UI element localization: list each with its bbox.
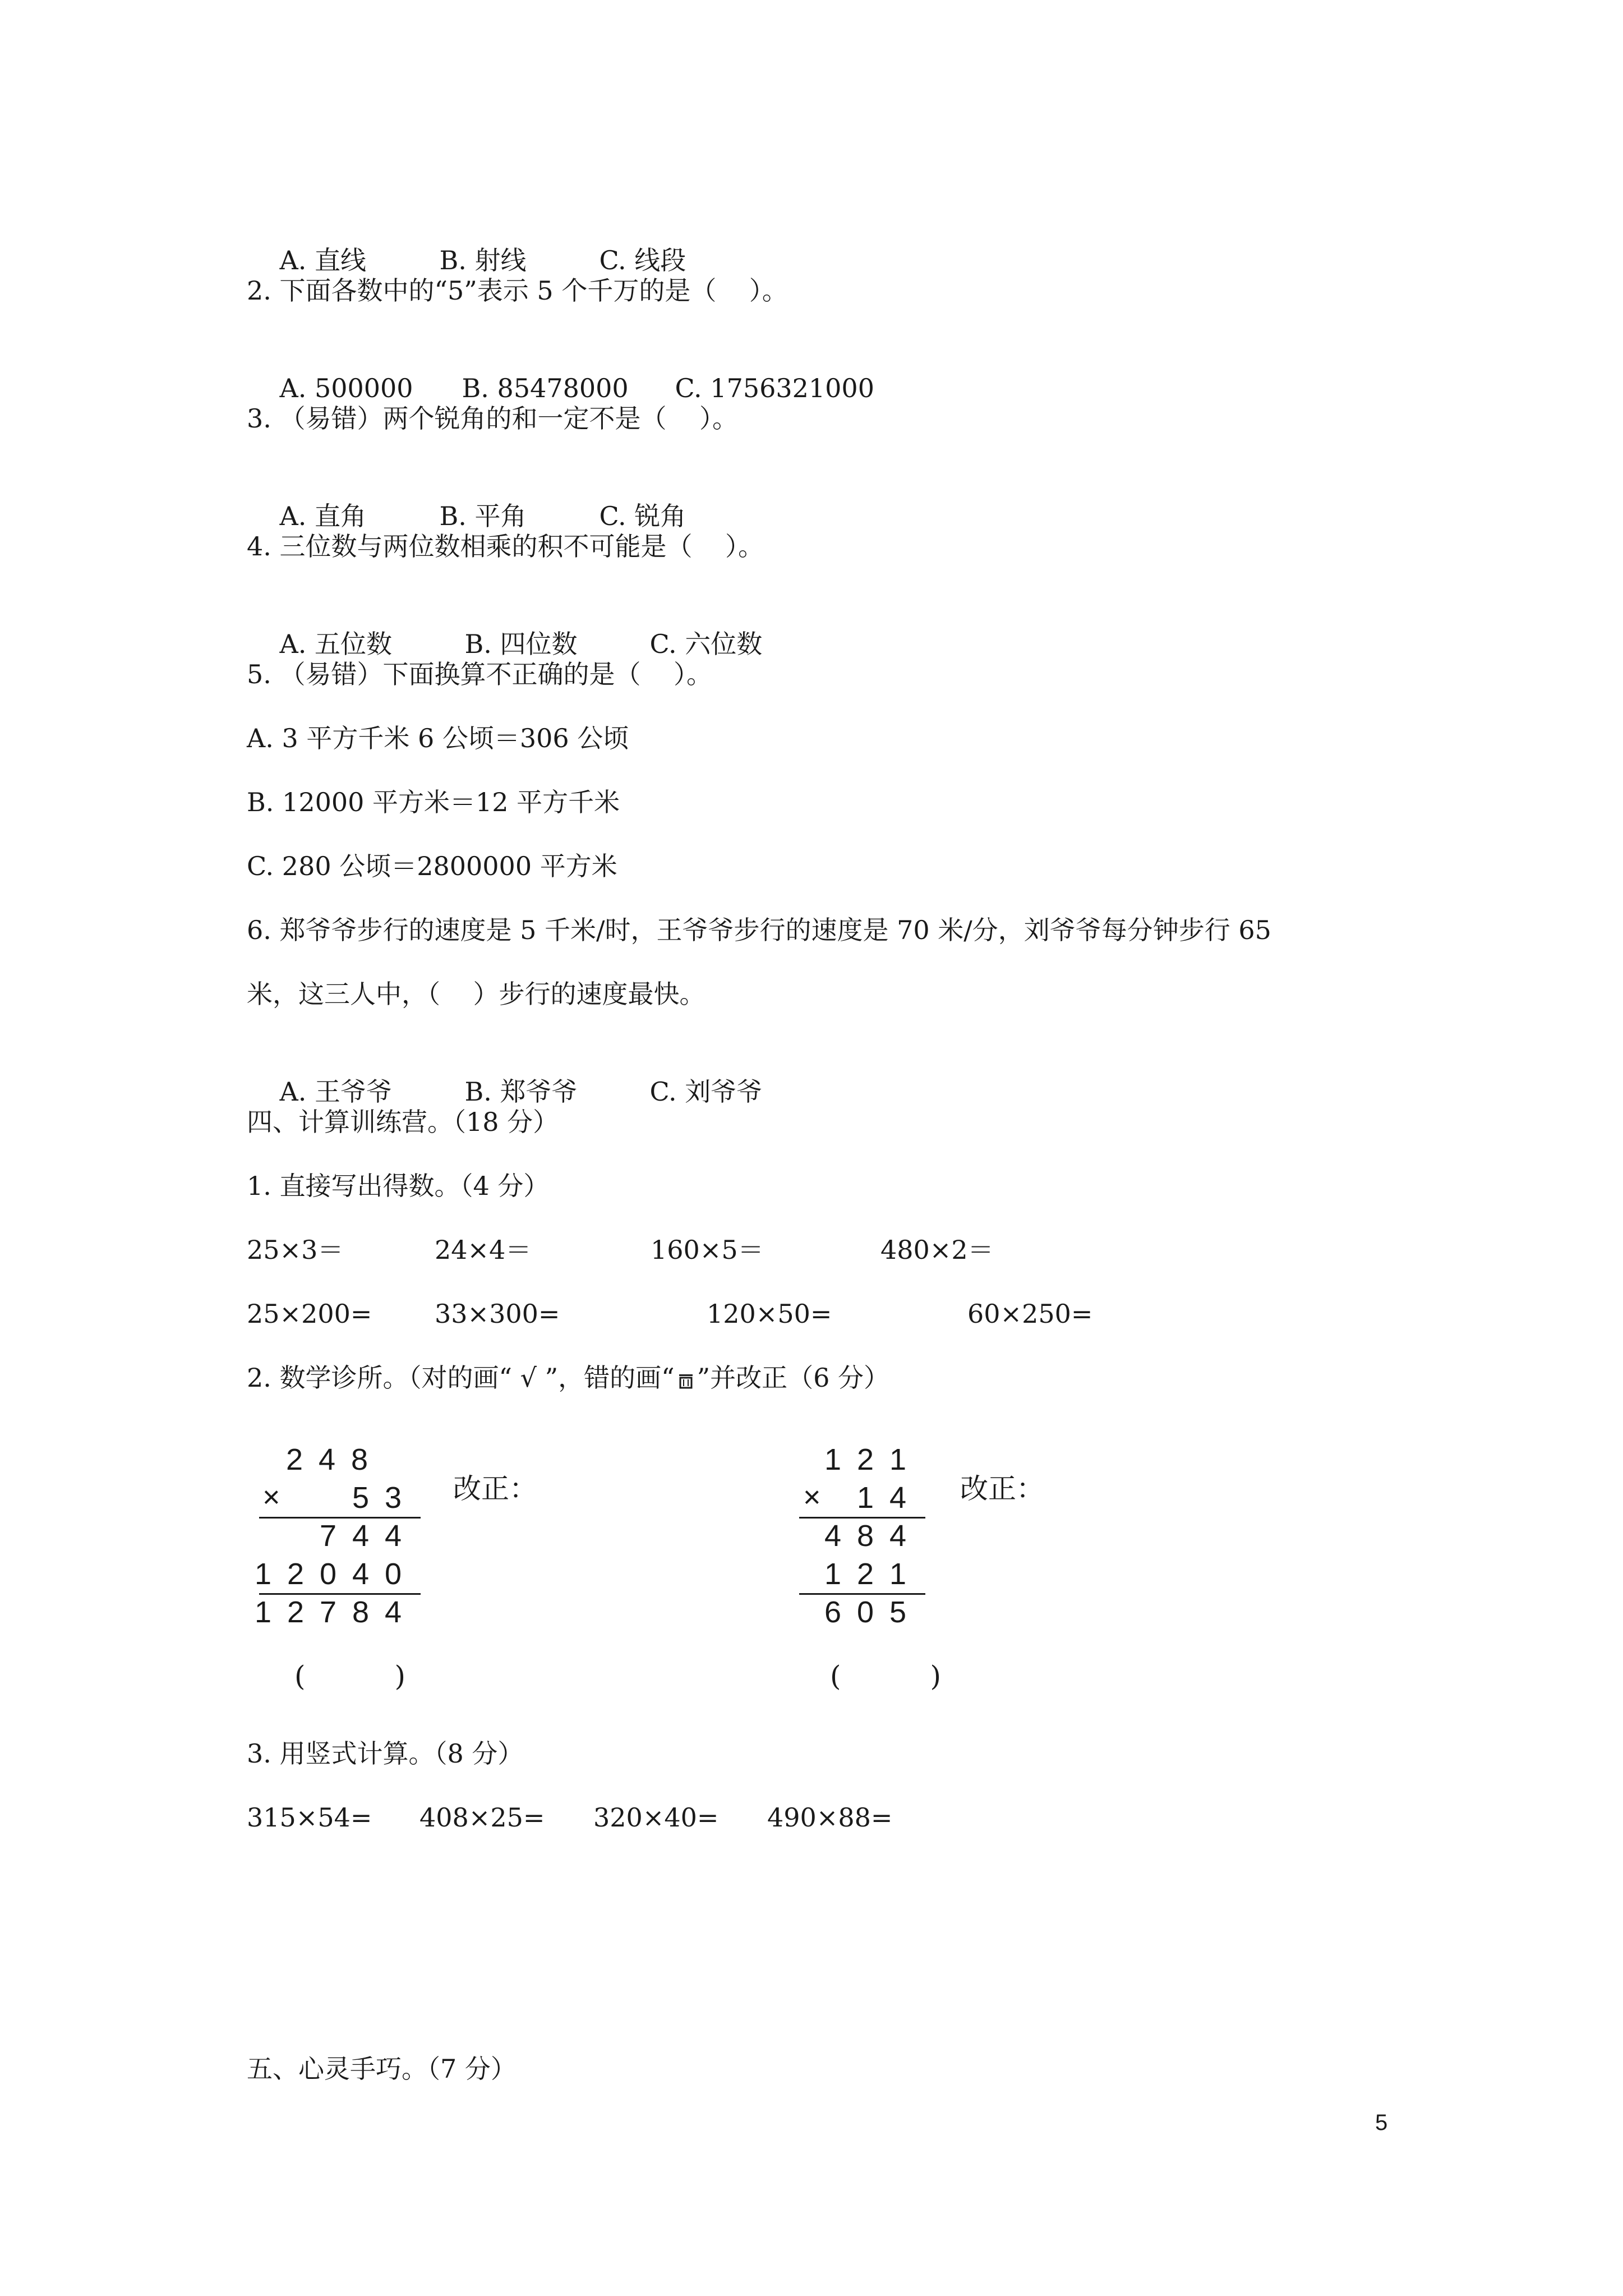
q6-stem-line2: 米，这三人中，（ ）步行的速度最快。: [247, 979, 706, 1009]
q5-option-a: A. 3 平方千米 6 公顷＝306 公顷: [247, 723, 629, 753]
calc-b-multiplier: 1 4: [856, 1481, 907, 1515]
section4-sub1-title: 1. 直接写出得数。（4 分）: [247, 1171, 550, 1201]
oral-calc-item: 24×4＝: [435, 1235, 532, 1265]
calc-a-result: 1 2 7 8 4: [254, 1595, 402, 1629]
calc-a-fix-label: 改正：: [453, 1473, 537, 1505]
q4-option-b: B. 四位数: [464, 629, 578, 659]
column-calc-item: 490×88=: [767, 1802, 893, 1833]
times-sign: ×: [262, 1480, 280, 1514]
calc-a-multiplicand: 2 4 8: [285, 1443, 368, 1476]
section4-title: 四、计算训练营。（18 分）: [247, 1107, 559, 1137]
q2-option-c: C. 1756321000: [675, 373, 874, 403]
q2-option-b: B. 85478000: [462, 373, 629, 403]
calc-b-rule1: [799, 1517, 925, 1519]
wrong-mark-icon: [675, 1369, 697, 1391]
calc-a-answer-paren: ( ): [294, 1660, 405, 1692]
q3-option-a: A. 直角: [279, 501, 366, 531]
section4-sub3-title: 3. 用竖式计算。（8 分）: [247, 1738, 524, 1769]
q5-option-b: B. 12000 平方米＝12 平方千米: [247, 787, 620, 817]
calc-a-multiplier: 5 3: [352, 1481, 402, 1515]
calc-b-rule2: [799, 1593, 925, 1595]
page-number: 5: [1375, 2110, 1388, 2135]
oral-calc-item: 25×3＝: [247, 1235, 344, 1265]
q6-option-c: C. 刘爷爷: [649, 1076, 763, 1107]
q1-option-b: B. 射线: [439, 245, 527, 275]
column-calc-item: 315×54=: [247, 1802, 372, 1833]
oral-calc-item: 33×300=: [435, 1299, 560, 1329]
q5-option-c: C. 280 公顷＝2800000 平方米: [247, 851, 617, 881]
section4-sub2-title: 2. 数学诊所。（对的画“ √ ”，错的画“ ”并改正（6 分）: [247, 1363, 890, 1393]
calc-b-answer-paren: ( ): [830, 1660, 941, 1692]
q6-stem-line1: 6. 郑爷爷步行的速度是 5 千米/时，王爷爷步行的速度是 70 米/分，刘爷爷每分钟步行 65: [247, 915, 1271, 945]
calc-b-multiplicand: 1 2 1: [824, 1443, 907, 1476]
q3-stem: 3. （易错）两个锐角的和一定不是（ ）。: [247, 403, 738, 434]
calc-b-partial2: 1 2 1: [824, 1557, 907, 1591]
oral-calc-item: 480×2＝: [880, 1235, 994, 1265]
q3-option-b: B. 平角: [439, 501, 527, 531]
q1-option-a: A. 直线: [279, 245, 366, 275]
oral-calc-item: 60×250=: [967, 1299, 1093, 1329]
q2-stem: 2. 下面各数中的“5”表示 5 个千万的是（ ）。: [247, 275, 788, 306]
oral-calc-item: 160×5＝: [651, 1235, 764, 1265]
calc-b-fix-label: 改正：: [960, 1473, 1044, 1505]
calc-b-partial1: 4 8 4: [824, 1519, 907, 1553]
q5-stem: 5. （易错）下面换算不正确的是（ ）。: [247, 659, 712, 689]
calc-b-result: 6 0 5: [824, 1595, 907, 1629]
q4-option-a: A. 五位数: [279, 629, 392, 659]
q1-option-c: C. 线段: [599, 245, 686, 275]
q2-option-a: A. 500000: [279, 373, 413, 403]
calc-a-partial1: 7 4 4: [319, 1519, 402, 1553]
section5-title: 五、心灵手巧。（7 分）: [247, 2054, 517, 2084]
column-calc-item: 320×40=: [593, 1802, 719, 1833]
oral-calc-item: 25×200=: [247, 1299, 372, 1329]
calc-a-rule2: [259, 1593, 421, 1595]
column-calc-item: 408×25=: [419, 1802, 545, 1833]
q4-option-c: C. 六位数: [649, 629, 763, 659]
calc-a-partial2: 1 2 0 4 0: [254, 1557, 402, 1591]
times-sign: ×: [803, 1480, 821, 1514]
q6-option-b: B. 郑爷爷: [464, 1076, 578, 1107]
calc-a-rule1: [259, 1517, 421, 1519]
q4-stem: 4. 三位数与两位数相乘的积不可能是（ ）。: [247, 531, 764, 562]
q3-option-c: C. 锐角: [599, 501, 686, 531]
oral-calc-item: 120×50=: [707, 1299, 832, 1329]
q6-option-a: A. 王爷爷: [279, 1076, 392, 1107]
